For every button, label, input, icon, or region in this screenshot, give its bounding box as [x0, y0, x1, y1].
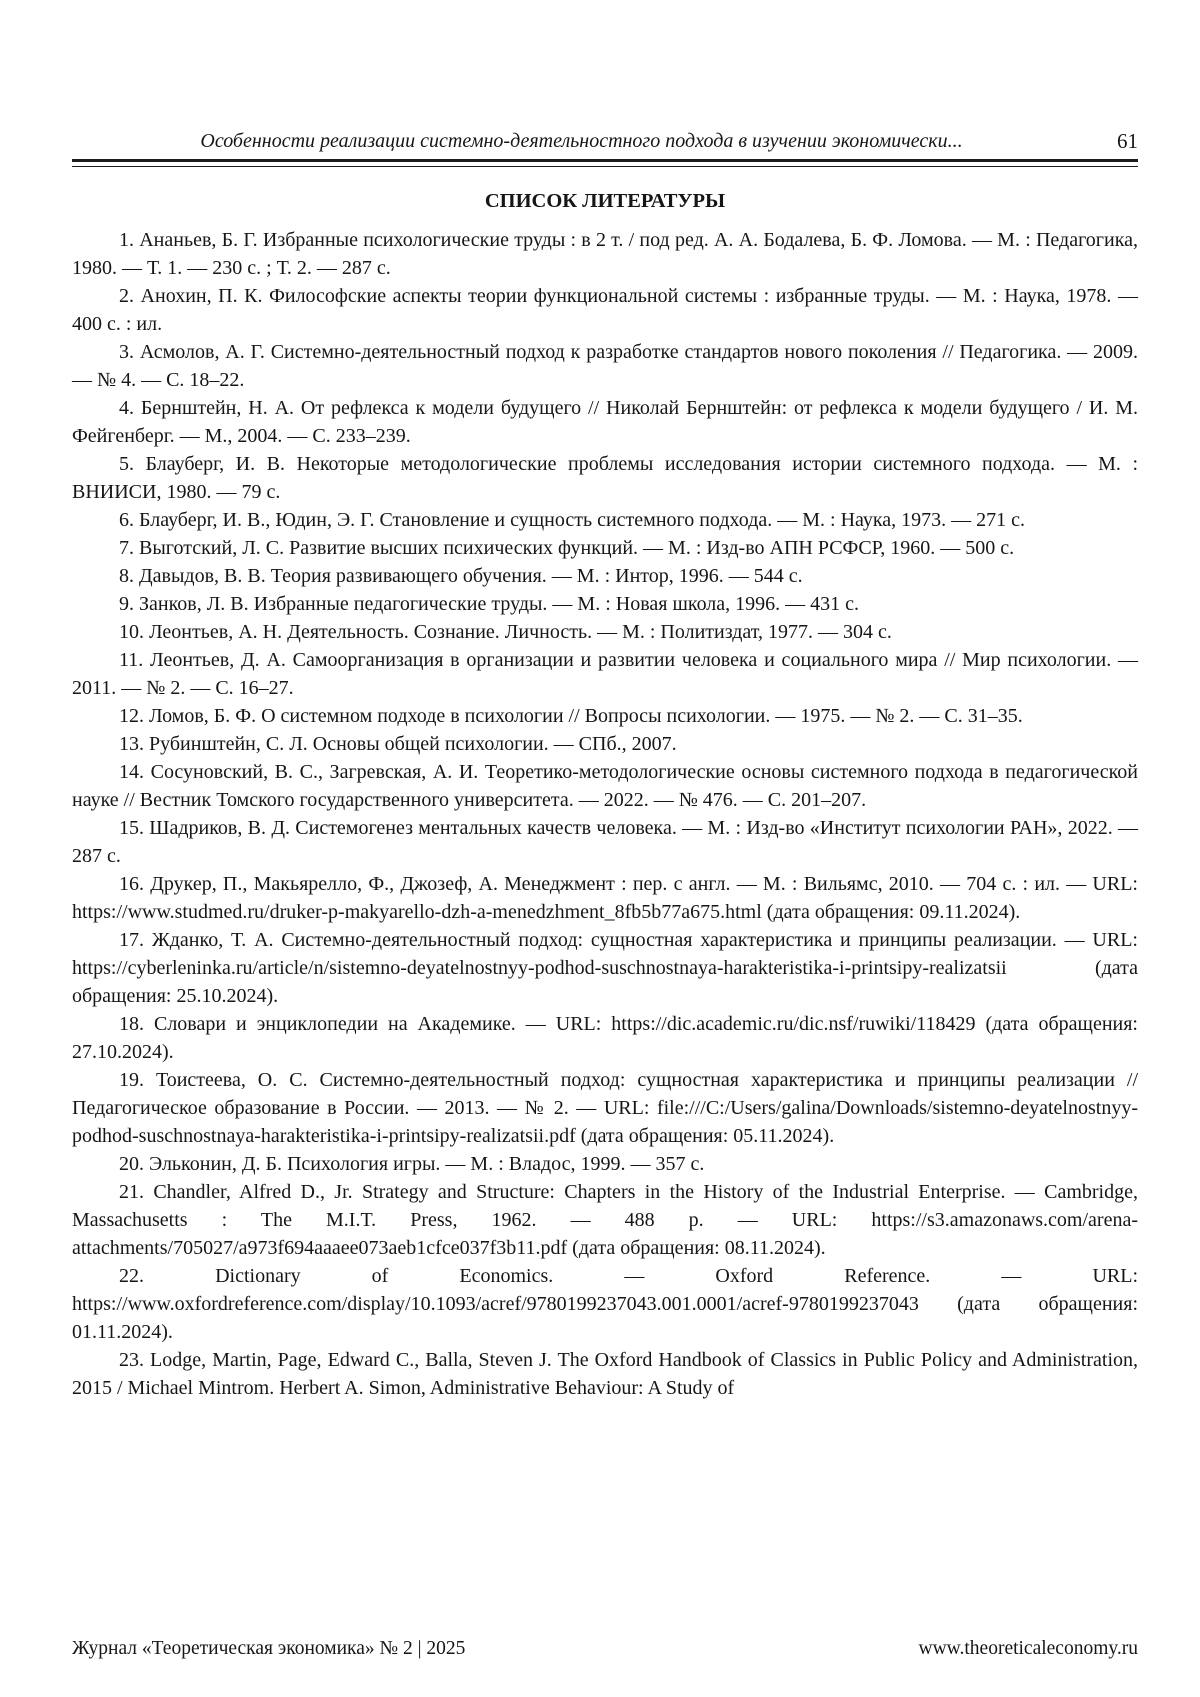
reference-list: [72, 226, 1138, 1402]
running-title: Особенности реализации системно-деятельностного подхода в изучении экономически...: [200, 130, 963, 152]
reference-item: 18. Словари и энциклопедии на Академике. — URL: https://dic.academic.ru/dic.nsf/ruwiki/118429 (дата обращения: 27.10.2024).: [72, 1013, 1138, 1063]
page-number: 61: [1117, 129, 1138, 153]
header-rule: [72, 159, 1138, 167]
reference-item: 7. Выготский, Л. С. Развитие высших психических функций. — М. : Изд-во АПН РСФСР, 1960. — 500 с.: [119, 537, 1015, 559]
reference-item: 22. Dictionary of Economics. — Oxford Reference. — URL: https://www.oxfordreference.com/display/10.1093/acref/9780199237043.001.0001/acref-9780199237043 (дата обращения: 01.11.2024).: [72, 1265, 1138, 1343]
running-head: [72, 129, 1138, 153]
reference-item: 3. Асмолов, А. Г. Системно-деятельностный подход к разработке стандартов нового поколения // Педагогика. — 2009. — № 4. — С. 18–22.: [72, 341, 1138, 391]
reference-item: 20. Эльконин, Д. Б. Психология игры. — М. : Владос, 1999. — 357 с.: [119, 1153, 705, 1175]
reference-item: 19. Тоистеева, О. С. Системно-деятельностный подход: сущностная характеристика и принципы реализации // Педагогическое образование в России. — 2013. — № 2. — URL: file:///C:/Users/galina/Downloads/sistemno-deyatelnostnyy-podhod-suschnostnaya-harakteristika-i-printsipy-realizatsii.pdf (дата обращения: 05.11.2024).: [72, 1069, 1138, 1147]
reference-item: 17. Жданко, Т. А. Системно-деятельностный подход: сущностная характеристика и принципы реализации. — URL: https://cyberleninka.ru/article/n/sistemno-deyatelnostnyy-podhod-suschnostnaya-harakteristika-i-printsipy-realizatsii (дата обращения: 25.10.2024).: [72, 929, 1138, 1007]
reference-item: 5. Блауберг, И. В. Некоторые методологические проблемы исследования истории системного подхода. — М. : ВНИИСИ, 1980. — 79 с.: [72, 453, 1138, 503]
reference-item: 9. Занков, Л. В. Избранные педагогические труды. — М. : Новая школа, 1996. — 431 с.: [119, 593, 860, 615]
reference-item: 21. Chandler, Alfred D., Jr. Strategy and Structure: Chapters in the History of the Industrial Enterprise. — Cambridge, Massachusetts : The M.I.T. Press, 1962. — 488 p. — URL: https://s3.amazonaws.com/arena-attachments/705027/a973f694aaaee073aeb1cfce037f3b11.pdf (дата обращения: 08.11.2024).: [72, 1181, 1138, 1259]
footer-website: www.theoreticaleconomy.ru: [918, 1638, 1138, 1659]
page-footer: [72, 1637, 1138, 1661]
reference-item: 23. Lodge, Martin, Page, Edward C., Balla, Steven J. The Oxford Handbook of Classics in Public Policy and Administration, 2015 / Michael Mintrom. Herbert A. Simon, Administrative Behaviour: A Study of: [72, 1349, 1138, 1399]
reference-item: 10. Леонтьев, А. Н. Деятельность. Сознание. Личность. — М. : Политиздат, 1977. — 304 с.: [119, 621, 892, 643]
reference-item: 4. Бернштейн, Н. А. От рефлекса к модели будущего // Николай Бернштейн: от рефлекса к модели будущего / И. М. Фейгенберг. — М., 2004. — С. 233–239.: [72, 397, 1138, 447]
reference-item: 14. Сосуновский, В. С., Загревская, А. И. Теоретико-методологические основы системного подхода в педагогической науке // Вестник Томского государственного университета. — 2022. — № 476. — С. 201–207.: [72, 761, 1138, 811]
reference-item: 8. Давыдов, В. В. Теория развивающего обучения. — М. : Интор, 1996. — 544 с.: [119, 565, 803, 587]
reference-item: 15. Шадриков, В. Д. Системогенез ментальных качеств человека. — М. : Изд-во «Институт психологии РАН», 2022. — 287 с.: [72, 817, 1138, 867]
footer-journal-issue: Журнал «Теоретическая экономика» № 2 | 2025: [72, 1638, 466, 1659]
reference-item: 12. Ломов, Б. Ф. О системном подходе в психологии // Вопросы психологии. — 1975. — № 2. — С. 31–35.: [119, 705, 1023, 727]
section-title: СПИСОК ЛИТЕРАТУРЫ: [484, 190, 726, 212]
reference-item: 11. Леонтьев, Д. А. Самоорганизация в организации и развитии человека и социального мира // Мир психологии. — 2011. — № 2. — С. 16–27.: [72, 649, 1138, 699]
reference-item: 6. Блауберг, И. В., Юдин, Э. Г. Становление и сущность системного подхода. — М. : Наука, 1973. — 271 с.: [119, 509, 1026, 531]
reference-item: 2. Анохин, П. К. Философские аспекты теории функциональной системы : избранные труды. — М. : Наука, 1978. — 400 с. : ил.: [72, 285, 1138, 335]
reference-item: 13. Рубинштейн, С. Л. Основы общей психологии. — СПб., 2007.: [119, 733, 677, 755]
reference-item: 1. Ананьев, Б. Г. Избранные психологические труды : в 2 т. / под ред. А. А. Бодалева, Б. Ф. Ломова. — М. : Педагогика, 1980. — Т. 1. — 230 с. ; Т. 2. — 287 с.: [72, 229, 1138, 279]
reference-item: 16. Друкер, П., Макьярелло, Ф., Джозеф, А. Менеджмент : пер. с англ. — М. : Вильямс, 2010. — 704 с. : ил. — URL: https://www.studmed.ru/druker-p-makyarello-dzh-a-menedzhment_8fb5b77a675.html (дата обращения: 09.11.2024).: [72, 873, 1138, 923]
